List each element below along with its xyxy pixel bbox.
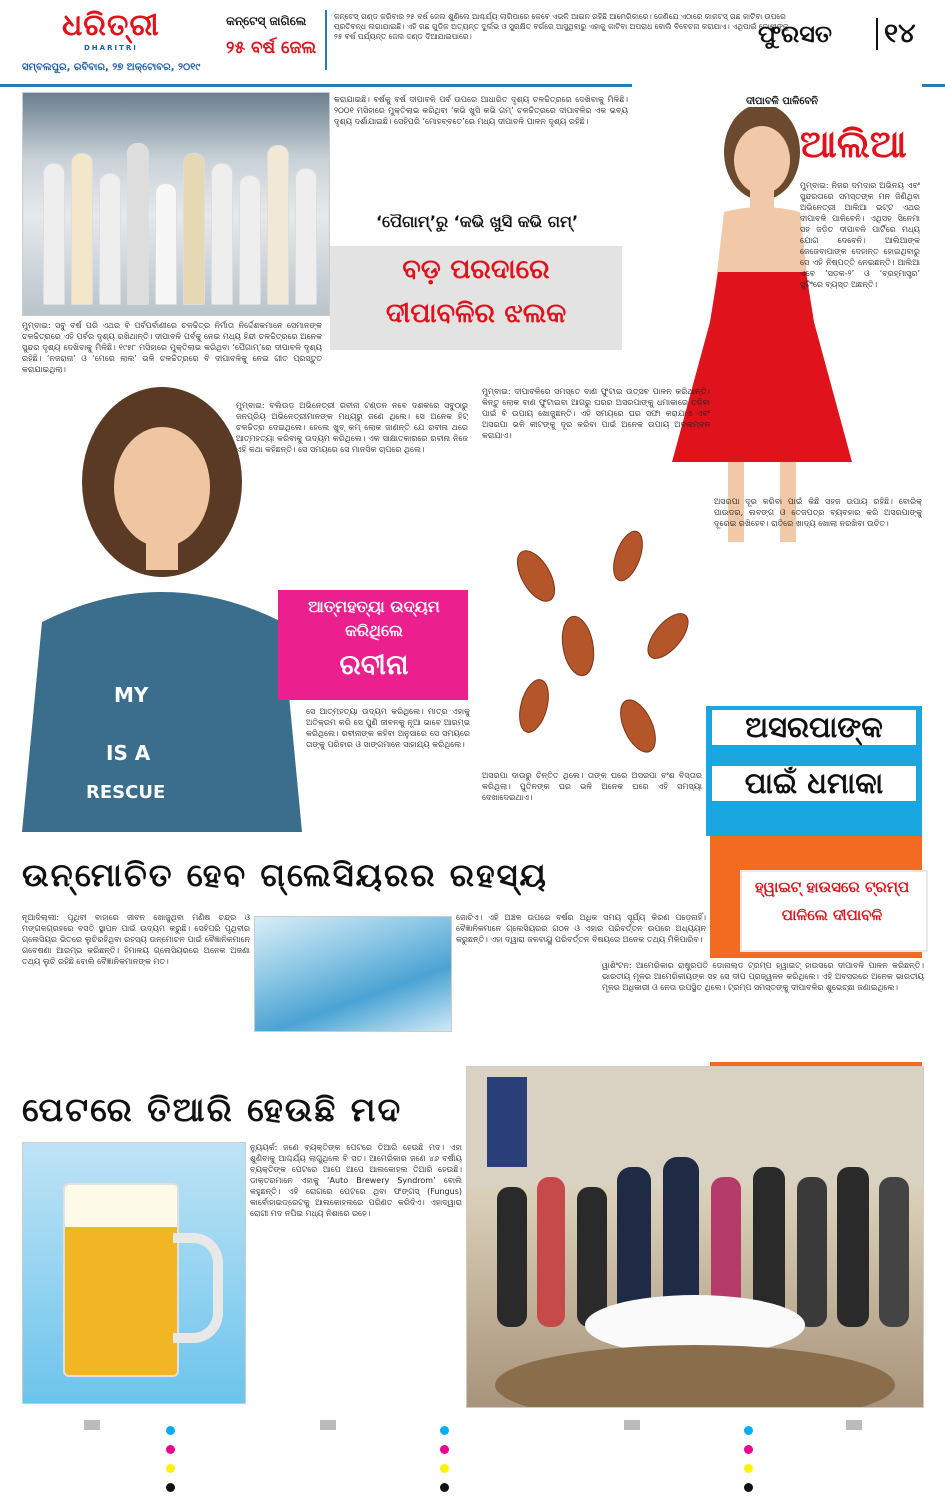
lead-headline-line1: ବଡ଼ ପରଦାରେ: [402, 254, 550, 285]
shirt-text-1: MY: [114, 683, 149, 707]
alia-story-text: ମୁମ୍ବାଇ: ନିଜର ଦମଦାର ଅଭିନୟ ଏବଂ ସୁନ୍ଦରତାରେ ସମସ୍ତଙ୍କ ମନ ଜିଣିଥିବା ଅଭିନେତ୍ରୀ ଆଲିଆ ଭଟ୍ଟ ଏଥର ଦୀପାବଳି ପାଳିବେନି। ଏଥିସହ ସିନେମା ସହ ଜଡ଼ିତ ଦୀପାବଳି ପାର୍ଟିରେ ମଧ୍ୟ ଯୋଗ ଦେବେନି। ଆଲିଆଙ୍କ ଜେଜେବାପାଙ୍କ ଦେହାନ୍ତ ହୋଇଥିବାରୁ ସେ ଏହି ନିଷ୍ପତ୍ତି ନେଇଛନ୍ତି। ଆଲିଆ ଏବେ ‘ସଡ଼କ-୨’ ଓ ‘ବ୍ରହ୍ମାସ୍ତ୍ର’ ସୁଟିଂରେ ବ୍ୟସ୍ତ ଅଛନ୍ତି।: [800, 181, 920, 289]
glacier-photo: [254, 916, 452, 1032]
cockroach-story-text: ମୁମ୍ବାଇ: ଦୀପାବଳିରେ ସମସ୍ତେ ବାଣ ଫୁଟାଇ ଉତ୍ସବ ପାଳନ କରିଥାନ୍ତି। କିନ୍ତୁ ଲୋକ ବାଣ ଫୁଟାଇବା ଆଗରୁ ଘରର ଅସରପାଙ୍କୁ ଧମାକାରେ ତଡ଼ିବା ପାଇଁ ବି ଉପାୟ ଖୋଜୁଛନ୍ତି। ଏହି ସମୟରେ ଘର ସଫା କରାଯାଏ ଏବଂ ଅସରପା ଭଳି କୀଟଙ୍କୁ ଦୂର କରିବା ପାଇଁ ଅନେକ ଉପାୟ ଅବଲମ୍ବନ କରାଯାଏ।: [482, 387, 710, 440]
shirt-text-3: RESCUE: [86, 782, 166, 803]
raveena-story-text-cont: ସେ ଆତ୍ମହତ୍ୟା ଉଦ୍ୟମ କରିଥିଲେ। ମାତ୍ର ଏହାକୁ ଅତିକ୍ରମ କରି ସେ ପୁଣି ଜୀବନକୁ ନୂଆ ଭାବେ ଆରମ୍ଭ କରିଥିଲେ। ରବୀନାଙ୍କ କହିବା ଅନୁସାରେ ସେ ସମୟରେ ତାଙ୍କୁ ପରିବାର ଓ ସାଙ୍ଗମାନେ ସାହାଯ୍ୟ କରିଥିଲେ।: [306, 707, 470, 749]
film-crowd-photo: [22, 92, 330, 316]
cockroach-story-text-bottom: ଅସରପା ଦାଉରୁ ଚିନ୍ତିତ ଥିଲେ। ତାଙ୍କ ଘରେ ଅସରପା ବଂଶ ବିସ୍ତାର କରିଥିଲା। ପୁତିନଙ୍କ ଘର ଭଳି ଅନେକ ଘରେ ଏହି ସମସ୍ୟା ଦେଖାଦେଇଥାଏ।: [482, 771, 702, 802]
reg-square: [84, 1420, 100, 1430]
alia-kicker: ଦୀପାବଳି ପାଳିବେନି: [742, 96, 822, 107]
lead-kicker: ‘ପୈଗାମ୍’ରୁ ‘କଭି ଖୁସି କଭି ଗମ୍’: [375, 212, 579, 231]
cockroach-story-text-right: ଅସରପା ଦୂର କରିବା ପାଇଁ କିଛି ସହଜ ଉପାୟ ରହିଛି। ବୋରିକ୍ ପାଉଡର, ଲବଙ୍ଗ ଓ ତେଜପତ୍ର ବ୍ୟବହାର କରି ଅସରପାଙ୍କୁ ଦୂରେଇ ରଖିହେବ। ରାତିରେ ଖାଦ୍ୟ ଖୋଲା ନରଖିବା ଉଚିତ।: [714, 497, 922, 528]
color-swatches: [166, 1420, 176, 1430]
lead-headline-line2: ଦୀପାବଳିର ଝଲକ: [385, 298, 567, 329]
cockroach-photo: [478, 516, 714, 766]
whitehouse-story-text: ୱାଶିଂଟନ: ଆମେରିକାର ରାଷ୍ଟ୍ରପତି ଡୋନାଲ୍ଡ ଟ୍ରମ୍ପ ହ୍ୱାଇଟ୍ ହାଉସରେ ଦୀପାବଳି ପାଳନ କରିଛନ୍ତି। ଭାରତୀୟ ମୂଳର ଆମେରିକୀୟଙ୍କ ସହ ସେ ଦୀପ ପ୍ରଜ୍ୱଳନ କରିଥିଲେ। ଏହି ଅବସରରେ ଅନେକ ଭାରତୀୟ ମୂଳର ଅଧିକାରୀ ଓ ନେତା ଉପସ୍ଥିତ ଥିଲେ। ଟ୍ରମ୍ପ ସମସ୍ତଙ୍କୁ ଦୀପାବଳିର ଶୁଭେଚ୍ଛା ଜଣାଇଥିଲେ।: [600, 958, 926, 1062]
cockroach-illustration: [478, 516, 714, 766]
raveena-story-text: ମୁମ୍ବାଇ: ବଲିଉଡ଼ ଅଭିନେତ୍ରୀ ରବୀନା ଟଣ୍ଡନ ନବେ ଦଶକରେ ସବୁଠାରୁ ଜନପ୍ରିୟ ଅଭିନେତ୍ରୀମାନଙ୍କ ମଧ୍ୟରୁ ଜଣେ ଥିଲେ। ସେ ଅନେକ ହିଟ୍ ଚଳଚ୍ଚିତ୍ର ଦେଇଥିଲେ। ହେଲେ ଖୁବ୍ କମ୍ ଲୋକ ଜାଣନ୍ତି ଯେ ରବୀନା ଥରେ ଆତ୍ମହତ୍ୟା କରିବାକୁ ଉଦ୍ୟମ କରିଥିଲେ। ଏକ ସାକ୍ଷାତକାରରେ ରବୀନା ନିଜେ ଏହି କଥା କହିଛନ୍ତି। ସେ ସମୟରେ ସେ ମାନସିକ ଚାପରେ ଥିଲେ।: [236, 401, 468, 454]
teaser-headline: ୨୫ ବର୍ଷ ଜେଲ: [226, 38, 317, 58]
cockroach-headline-line2: ପାଇଁ ଧମାକା: [712, 766, 916, 801]
glacier-story-text: ନୂଆଦିଲ୍ଲୀ: ପୃଥିବୀ ବାହାରେ ଜୀବନ ଖୋଜୁଥିବା ମଣିଷ ଚନ୍ଦ୍ର ଓ ମଙ୍ଗଳଗ୍ରହରେ ବସତି ସ୍ଥାପନ ପାଇଁ ଉଦ୍ୟମ କରୁଛି। ସେହିପରି ପୃଥିବୀର ଗ୍ଲେସିୟର ଭିତରେ ଲୁଚିରହିଥିବା ରହସ୍ୟ ଉନ୍ମୋଚନ ପାଇଁ ବୈଜ୍ଞାନିକମାନେ ଗବେଷଣା ଆରମ୍ଭ କରିଛନ୍ତି। ହିମାଳୟ ଗ୍ଲେସିୟରରେ ଅନେକ ଅଜଣା ତଥ୍ୟ ଲୁଚି ରହିଛି ବୋଲି ବୈଜ୍ଞାନିକମାନଙ୍କ ମତ।: [22, 913, 250, 966]
beer-glass-handle: [173, 1233, 223, 1343]
color-swatches: [440, 1420, 450, 1430]
lead-column-left: ମୁମ୍ବାଇ: ସବୁ ବର୍ଷ ପରି ଏଥର ବି ପର୍ବପର୍ବାଣୀରେ ଚଳଚ୍ଚିତ୍ର ନିର୍ମାତା ନିର୍ଦ୍ଦେଶକମାନେ ସେମାନଙ୍କ ଚଳଚ୍ଚିତ୍ରରେ ଏହି ପର୍ବର ଦୃଶ୍ୟ ରଖିଥାନ୍ତି। ଦୀପାବଳି ପର୍ବକୁ ନେଇ ମଧ୍ୟ ହିନ୍ଦୀ ଚଳଚ୍ଚିତ୍ରରେ ଅନେକ ସୁନ୍ଦର ଦୃଶ୍ୟ ଦେଖିବାକୁ ମିଳିଛି। ୧୯୫୮ ମସିହାରେ ମୁକ୍ତିଲାଭ କରିଥିବା ‘ପୈଗାମ୍’ରେ ଦୀପାବଳି ଦୃଶ୍ୟ ରହିଛି। ‘ନଜରାନା’ ଓ ‘ମେରେ ଲାଲ’ ଭଳି ଚଳଚ୍ଚିତ୍ରରେ ବି ଦୀପାବଳିକୁ ନେଇ ଗୀତ ପ୍ରସ୍ତୁତ କରାଯାଇଥିଲା।: [22, 321, 322, 374]
color-swatches: [744, 1420, 754, 1430]
raveena-headline-line2: କରିଥିଲେ: [345, 621, 403, 640]
section-title: ଫୁରସତ: [758, 20, 832, 48]
beer-story-text: ନ୍ୟୁୟର୍କ: ଜଣେ ବ୍ୟକ୍ତିଙ୍କ ପେଟରେ ତିଆରି ହେଉଛି ମଦ। ଏହା ଶୁଣିବାକୁ ଆଶ୍ଚର୍ଯ୍ୟ ଲାଗୁଥିଲେ ବି ସତ। ଆମେରିକାର ଜଣେ ୪୬ ବର୍ଷୀୟ ବ୍ୟକ୍ତିଙ୍କ ପେଟରେ ଆପେ ଆପେ ଆଲକୋହଲ ତିଆରି ହେଉଛି। ଡାକ୍ତରମାନେ ଏହାକୁ ‘Auto Brewery Syndrom’ ବୋଲି କହୁଛନ୍ତି। ଏହି ରୋଗରେ ପେଟରେ ଥିବା ଫଙ୍ଗସ୍ (Fungus) କାର୍ବୋହାଇଡ୍ରେଟକୁ ଆଲକୋହଲରେ ପରିଣତ କରିଦିଏ। ଏହାଦ୍ୱାରା ରୋଗୀ ମଦ ନପିଇ ମଧ୍ୟ ନିଶାରେ ରହେ।: [250, 1143, 462, 1218]
dateline: ସମ୍ବଲପୁର, ରବିବାର, ୨୭ ଅକ୍ଟୋବର, ୨୦୧୯: [22, 62, 201, 73]
glacier-headline: ଉନ୍ମୋଚିତ ହେବ ଗ୍ଲେସିୟରର ରହସ୍ୟ: [22, 856, 548, 894]
teaser-text: କନ୍‌ଟେସ୍ ଗଣ୍ଡ କରିବାର ୨୫ ବର୍ଷ ଜେଲ ଶୁଣିଲେ ଆଶ୍ଚର୍ଯ୍ୟ ଲାଗିପାରେ କେବେ ଏଭଳି ଆଇନ ରହିଛି ଆମେରିକାରେ। ଜେଣିଯେ ଏଠାରେ କାକଟସ୍ ଗଛ କାଟିବା ଉପରେ ପ୍ରତିବନ୍ଧ ଲଗାଯାଇଛି। ଏହି ଗଛ ଗୁଡ଼ିକ ଅତ୍ୟନ୍ତ ଦୁର୍ଲଭ ଓ ସୁରକ୍ଷିତ ବର୍ଗରେ ଆସୁଥିବାରୁ ଏହାକୁ କାଟିବା ଅପରାଧ ବୋଲି ବିବେଚନା କରାଯାଏ। ଏଥିପାଇଁ ଦୋଷୀଙ୍କୁ ୨୫ ବର୍ଷ ପର୍ଯ୍ୟନ୍ତ ଜେଲ ଦଣ୍ଡ ଦିଆଯାଇପାରେ।: [334, 12, 789, 41]
glacier-story-text-right: ଜୋଚିଏ। ଏହି ଅଞ୍ଚଳ ଉପରେ ବର୍ଷର ଅଧିକ ସମୟ ସୂର୍ଯ୍ୟ କିରଣ ପଡ଼େନାହିଁ। ବୈଜ୍ଞାନିକମାନେ ଗ୍ଲେସିୟରର ଗଠନ ଓ ଏହାର ପରିବର୍ତ୍ତନ ଉପରେ ଅଧ୍ୟୟନ କରୁଛନ୍ତି। ଏହା ଦ୍ୱାରା ଜଳବାୟୁ ପରିବର୍ତ୍ତନ ବିଷୟରେ ଅନେକ ତଥ୍ୟ ମିଳିପାରିବ।: [456, 913, 706, 944]
beer-photo: [22, 1142, 246, 1404]
beer-headline: ପେଟରେ ତିଆରି ହେଉଛି ମଦ: [22, 1090, 403, 1129]
newspaper-logo-english: DHARITRI: [84, 44, 138, 52]
beer-glass-shape: [63, 1183, 179, 1377]
reg-square: [846, 1420, 862, 1430]
raveena-headline-line3: ରବୀନା: [339, 648, 409, 681]
reg-square: [320, 1420, 336, 1430]
print-registration-strip: [0, 1412, 945, 1437]
newspaper-logo: ଧରିତ୍ରୀ: [62, 8, 160, 43]
shirt-text-2: IS A: [106, 741, 151, 765]
raveena-headline-line1: ଆତ୍ମହତ୍ୟା ଉଦ୍ୟମ: [308, 597, 440, 616]
page-number: ୧୪: [876, 18, 915, 50]
whitehouse-headline-line2: ପାଳିଲେ ଦୀପାବଳି: [781, 906, 883, 924]
cockroach-headline-line1: ଅସରପାଙ୍କ: [712, 710, 916, 745]
reg-square: [624, 1420, 640, 1430]
whitehouse-headline-line1: ହ୍ୱାଇଟ୍ ହାଉସରେ ଟ୍ରମ୍ପ: [754, 878, 910, 896]
alia-headline: ଆଲିଆ: [800, 122, 907, 166]
teaser-title: କନ୍‌ଟେସ୍ ଜାଗିଲେ: [226, 14, 307, 28]
lead-column-top: କରାଯାଇଛି। ବର୍ଷକୁ ବର୍ଷ ଦୀପାବଳି ପର୍ବ ଉପରେ ଆଧାରିତ ଦୃଶ୍ୟ ଚଳଚ୍ଚିତ୍ରରେ ଦେଖିବାକୁ ମିଳିଛି। ୨୦୦୧ ମସିହାରେ ମୁକ୍ତିଲାଭ କରିଥିବା ‘କଭି ଖୁସି କଭି ଗମ୍’ ଚଳଚ୍ଚିତ୍ରରେ ଦୀପାବଳିର ଏକ ଭବ୍ୟ ଦୃଶ୍ୟ ଦର୍ଶାଯାଇଛି। ସେହିପରି ‘ମୋହବ୍ବତେ’ରେ ମଧ୍ୟ ଦୀପାବଳି ପାଳନ ଦୃଶ୍ୟ ରହିଛି।: [334, 95, 628, 126]
